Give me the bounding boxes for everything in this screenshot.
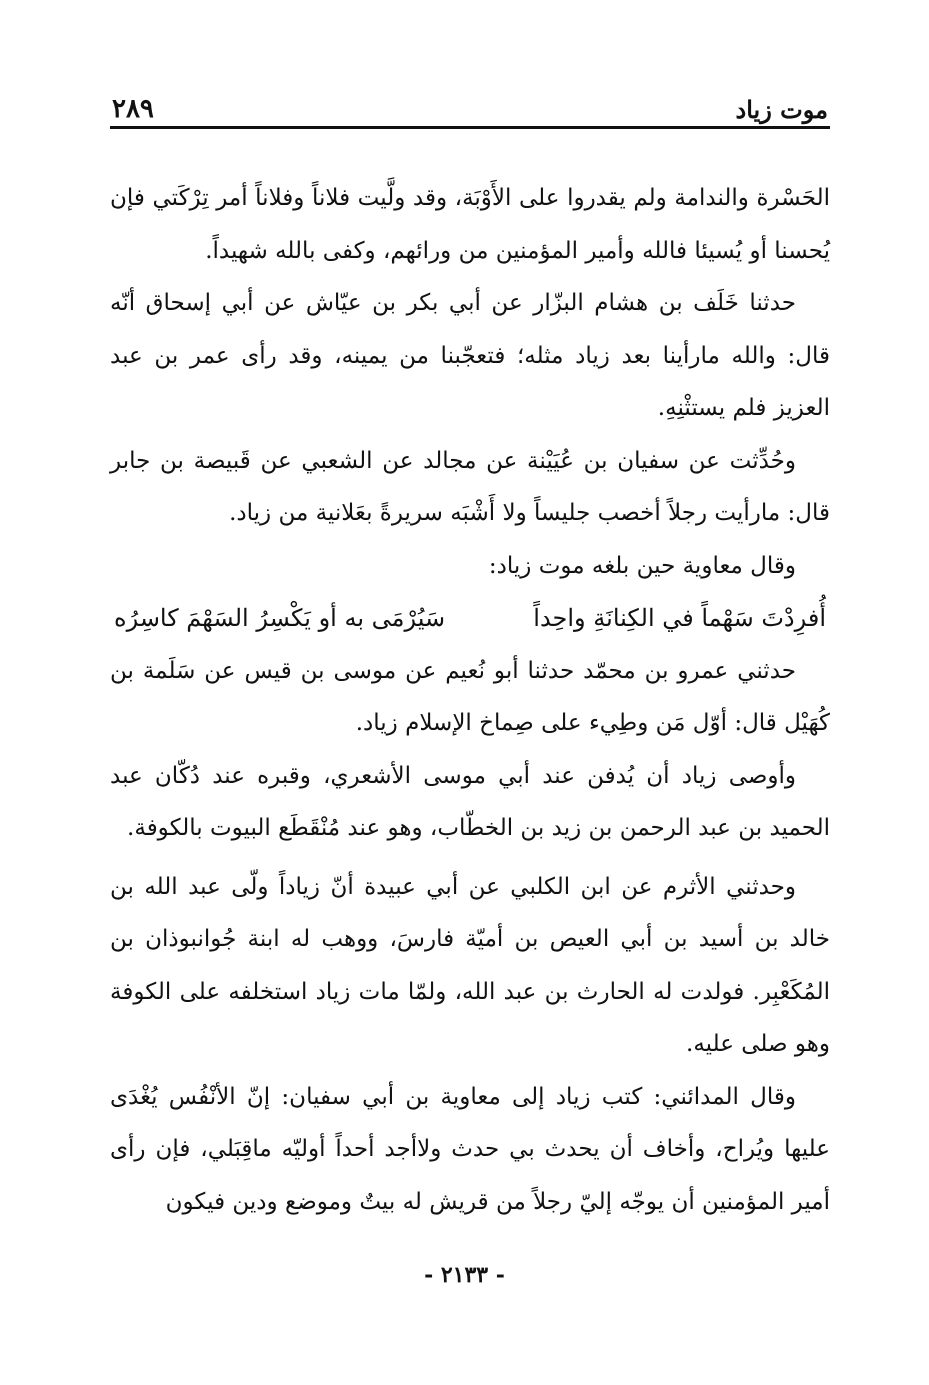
paragraph-5: حدثني عمرو بن محمّد حدثنا أبو نُعيم عن موسى بن قيس عن سَلَمة بن كُهَيْل قال: أوّل مَن وطِيء على صِماخ الإسلام زياد. [110,657,830,736]
paragraph-7: وحدثني الأثرم عن ابن الكلبي عن أبي عبيدة أنّ زياداً ولّى عبد الله بن خالد بن أسيد بن أبي العيص بن أميّة فارسَ، ووهب له ابنة جُوانبوذان بن المُكَعْبِر. فولدت له الحارث بن عبد الله، ولمّا مات زياد استخلفه على الكوفة وهو صلى عليه. [110,873,830,1057]
page-number: ٢٨٩ [112,94,154,124]
verse-second-hemistich: سَيُرْمَى به أو يَكْسِرُ السَهْمَ كاسِرُه [114,604,446,632]
paragraph-3: وحُدِّثت عن سفيان بن عُيَيْنة عن مجالد عن الشعبي عن قَبيصة بن جابر قال: مارأيت رجلاً أخصب جليساً ولا أَشْبَه سريرةً بعَلانية من زياد. [110,447,830,526]
verse-first-hemistich: أُفرِدْتَ سَهْماً في الكِنانَةِ واحِداً [533,604,826,632]
body-text [110,172,830,1228]
running-head [112,84,828,124]
paragraph-2: حدثنا خَلَف بن هشام البزّار عن أبي بكر بن عيّاش عن أبي إسحاق أنّه قال: والله مارأينا بعد زياد مثله؛ فتعجّبنا من يمينه، وقد رأى عمر بن عبد العزيز فلم يستثْنِهِ. [110,290,830,421]
paragraph-8: وقال المدائني: كتب زياد إلى معاوية بن أبي سفيان: إنّ الأنْفُس يُغْدَى عليها ويُراح، وأخاف أن يحدث بي حدث ولاأجد أحداً أوليّه ماقِبَلي، فإن رأى أمير المؤمنين أن يوجّه إليّ رجلاً من قريش له بيتٌ وموضع ودين فيكون [110,1083,830,1215]
header-rule [110,126,830,129]
footer-folio-number: - ٢١٣٣ - [424,1262,505,1288]
poetry-verse [110,592,830,645]
running-title: موت زياد [735,95,828,124]
paragraph-1: الحَسْرة والندامة ولم يقدروا على الأَوْبَة، وقد ولَّيت فلاناً وفلاناً أمر تِرْكَتي فإن يُحسنا أو يُسيئا فالله وأمير المؤمنين من ورائهم، وكفى بالله شهيداً. [110,185,830,264]
paragraph-6: وأوصى زياد أن يُدفن عند أبي موسى الأشعري، وقبره عند دُكّان عبد الحميد بن عبد الرحمن بن زيد بن الخطّاب، وهو عند مُنْقَطَع البيوت بالكوفة. [110,762,830,841]
paragraph-4: وقال معاوية حين بلغه موت زياد: [488,552,796,579]
